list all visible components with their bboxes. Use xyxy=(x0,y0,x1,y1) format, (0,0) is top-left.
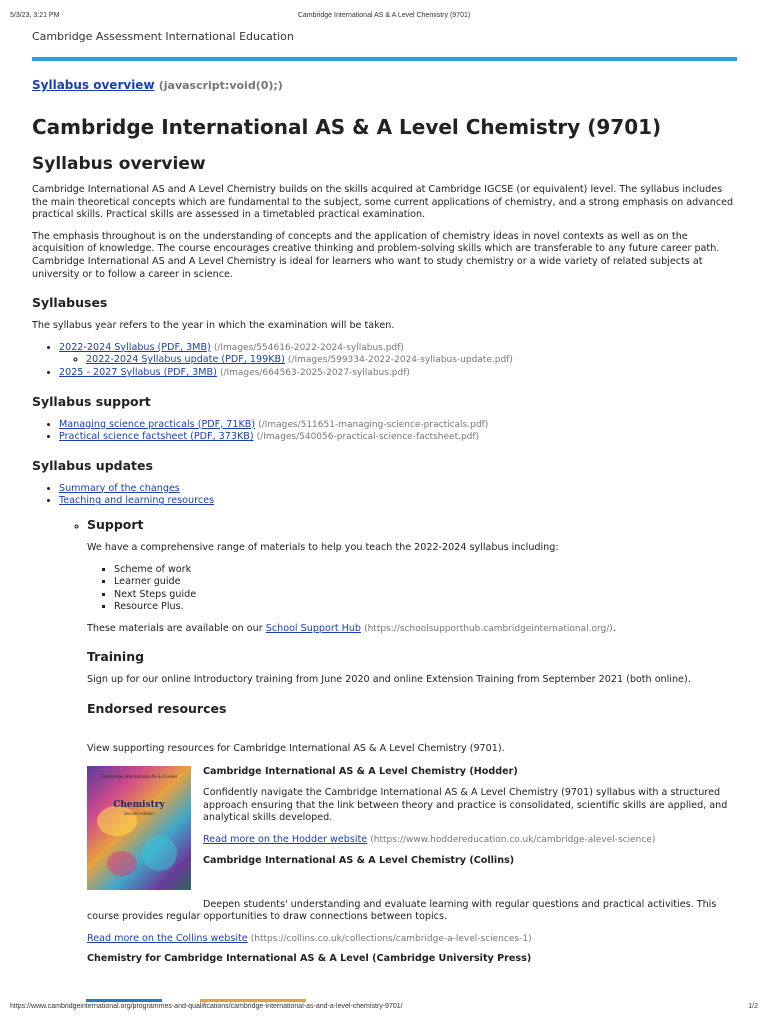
availability-text xyxy=(87,623,737,636)
syllabus-support-heading: Syllabus support xyxy=(32,393,151,409)
list-item: ▪ Scheme of work xyxy=(114,564,737,577)
list-item xyxy=(87,517,737,533)
cover-edition: Second edition xyxy=(124,810,154,816)
syllabus-updates-heading: Syllabus updates xyxy=(32,457,153,473)
print-date: 5/3/23, 3:21 PM xyxy=(10,12,60,19)
syllabuses-list xyxy=(32,342,737,380)
breadcrumb-syllabus-overview-link[interactable]: Syllabus overview xyxy=(32,78,155,92)
link-url: (/Images/511651-managing-science-practicals.pdf) xyxy=(258,419,489,430)
support-body xyxy=(32,542,737,756)
print-footer xyxy=(10,1003,758,1010)
page-number: 1/2 xyxy=(748,1003,758,1010)
link-url: (/Images/664563-2025-2027-syllabus.pdf) xyxy=(219,367,410,378)
teaching-resources-link[interactable]: Teaching and learning resources xyxy=(59,495,215,507)
cover-title: Chemistry xyxy=(113,799,165,810)
training-heading: Training xyxy=(87,649,145,665)
breadcrumb xyxy=(32,78,737,92)
syllabus-update-link[interactable]: 2022-2024 Syllabus update (PDF, 199KB) xyxy=(86,354,285,366)
section-title: Syllabus overview xyxy=(32,154,206,174)
book-cover-image xyxy=(87,766,191,890)
collins-website-link[interactable]: Read more on the Collins website xyxy=(87,932,248,944)
intro-paragraph-1: Cambridge International AS and A Level Chemistry builds on the skills acquired at Cambridge IGCSE (or equivalent) level. The syllabus includes the main theoretical concepts which are fundamental to the subject, some current applications of chemistry, and a strong emphasis on advanced practical skills. Practical skills are assessed in a timetabled practical examination. xyxy=(32,184,734,221)
list-item xyxy=(59,367,737,380)
collins-resource xyxy=(32,899,737,966)
list-item: ▪ Resource Plus. xyxy=(114,601,737,614)
link-url: (https://www.hoddereducation.co.uk/cambridge-alevel-science) xyxy=(370,835,656,846)
support-heading: ◦ Support xyxy=(87,516,144,532)
hodder-desc: Confidently navigate the Cambridge International AS & A Level Chemistry (9701) syllabus with a structured approach ensuring that the link between theory and practice is consolidated, scientific skills are applied, and analytical skills developed. xyxy=(203,787,728,824)
support-intro: We have a comprehensive range of materials to help you teach the 2022-2024 syllabus including: xyxy=(87,541,559,553)
header-accent-bar xyxy=(32,57,737,61)
endorsed-intro: View supporting resources for Cambridge International AS & A Level Chemistry (9701). xyxy=(87,743,505,755)
link-url: (/Images/540056-practical-science-factsheet.pdf) xyxy=(256,432,480,443)
list-item: ▪ Next Steps guide xyxy=(114,589,737,602)
list-item xyxy=(59,495,737,508)
syllabus-2022-2024-link[interactable]: 2022-2024 Syllabus (PDF, 3MB) xyxy=(59,341,211,353)
collins-desc: Deepen students' understanding and evaluate learning with regular questions and practical activities. This course provides regular opportunities to draw connections between topics. xyxy=(87,898,717,923)
next-page-covers-preview xyxy=(86,999,306,1002)
materials-list xyxy=(87,564,737,614)
intro-paragraph-2: The emphasis throughout is on the understanding of concepts and the application of chemistry ideas in novel contexts as well as on the acquisition of knowledge. The course encourages creative thinking and problem-solving skills which are transferable to any future career path. Cambridge International AS and A Level Chemistry is ideal for learners who want to study chemistry or a wide variety of related subjects at university or to follow a career in science. xyxy=(32,230,720,280)
site-name: Cambridge Assessment International Education xyxy=(32,30,294,43)
hodder-resource xyxy=(32,766,737,890)
training-text: Sign up for our online Introductory training from June 2020 and online Extension Training from September 2021 (both online). xyxy=(87,674,691,686)
page-title: Cambridge International AS & A Level Chemistry (9701) xyxy=(32,115,662,139)
breadcrumb-url: (javascript:void(0);) xyxy=(158,79,283,92)
list-item xyxy=(59,483,737,496)
practical-factsheet-link[interactable]: Practical science factsheet (PDF, 373KB) xyxy=(59,431,254,443)
collins-title: Cambridge International AS & A Level Chemistry (Collins) xyxy=(203,854,515,866)
support-list xyxy=(32,419,737,444)
hodder-title: Cambridge International AS & A Level Chemistry (Hodder) xyxy=(203,765,518,777)
footer-url: https://www.cambridgeinternational.org/programmes-and-qualifications/cambridge-international-as-and-a-level-chemistry-9701/ xyxy=(10,1003,403,1010)
syllabus-2025-2027-link[interactable]: 2025 - 2027 Syllabus (PDF, 3MB) xyxy=(59,366,217,378)
support-subsection xyxy=(32,517,737,533)
availability-suffix: . xyxy=(612,622,616,634)
managing-practicals-link[interactable]: Managing science practicals (PDF, 71KB) xyxy=(59,418,256,430)
list-item xyxy=(86,354,737,367)
link-url: (https://schoolsupporthub.cambridgeinternational.org/) xyxy=(364,623,613,634)
cup-title: Chemistry for Cambridge International AS & A Level (Cambridge University Press) xyxy=(87,953,532,965)
collins-link-line xyxy=(87,933,737,946)
syllabuses-note: The syllabus year refers to the year in which the examination will be taken. xyxy=(32,320,395,332)
school-support-hub-link[interactable]: School Support Hub xyxy=(265,622,362,634)
availability-prefix: These materials are available on our xyxy=(87,622,266,634)
print-header xyxy=(10,12,758,24)
link-url: (/Images/599334-2022-2024-syllabus-update.pdf) xyxy=(287,355,513,366)
list-item xyxy=(59,342,737,367)
link-url: (https://collins.co.uk/collections/cambridge-a-level-sciences-1) xyxy=(250,933,532,944)
sub-list xyxy=(59,354,737,367)
main-content xyxy=(32,78,737,966)
print-title: Cambridge International AS & A Level Chemistry (9701) xyxy=(297,12,471,19)
endorsed-heading: Endorsed resources xyxy=(87,701,227,717)
hodder-link-line xyxy=(203,834,737,847)
list-item xyxy=(59,431,737,444)
summary-of-changes-link[interactable]: Summary of the changes xyxy=(59,482,180,494)
list-item xyxy=(59,419,737,432)
hodder-website-link[interactable]: Read more on the Hodder website xyxy=(203,834,368,846)
cover-series: Cambridge International AS & A Level xyxy=(101,773,177,779)
syllabuses-heading: Syllabuses xyxy=(32,295,108,311)
hodder-text xyxy=(203,766,737,890)
link-url: (/Images/554616-2022-2024-syllabus.pdf) xyxy=(213,342,404,353)
list-item: ▪ Learner guide xyxy=(114,576,737,589)
updates-list xyxy=(32,483,737,508)
